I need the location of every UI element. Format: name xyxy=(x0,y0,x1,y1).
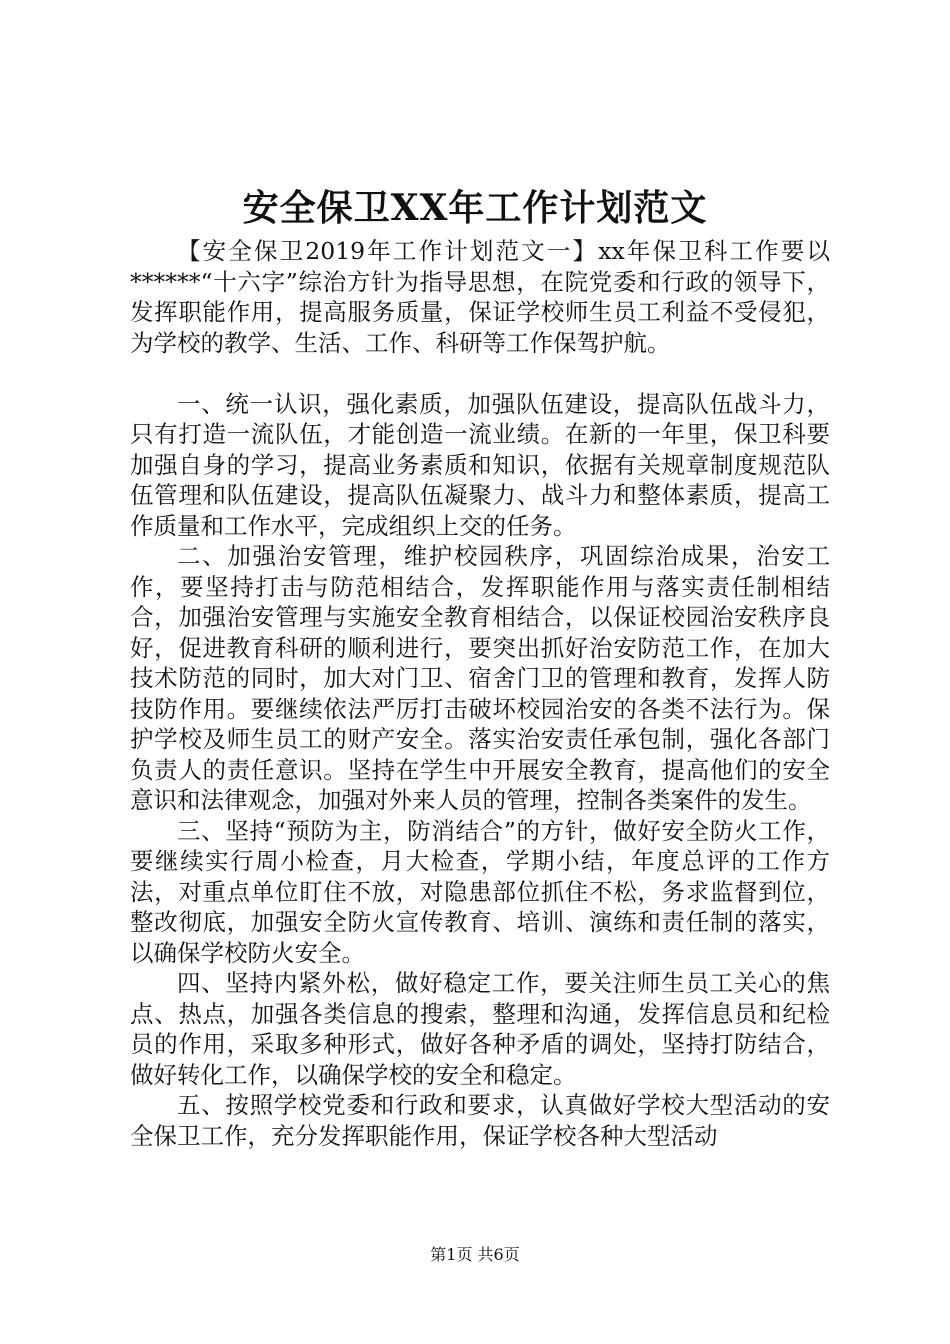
document-title: 安全保卫XX年工作计划范文 xyxy=(242,187,708,229)
paragraph-section-3: 三、坚持“预防为主，防消结合”的方针，做好安全防火工作，要继续实行周小检查，月大检查，学期小结，年度总评的工作方法，对重点单位盯住不放，对隐患部位抓住不松，务求监督到位，整改彻底，加强安全防火宣传教育、培训、演练和责任制的落实，以确保学校防火安全。 xyxy=(130,816,830,967)
paragraph-intro: 【安全保卫2019年工作计划范文一】xx年保卫科工作要以******“十六字”综治方针为指导思想，在院党委和行政的领导下，发挥职能作用，提高服务质量，保证学校师生员工利益不受侵犯，为学校的教学、生活、工作、科研等工作保驾护航。 xyxy=(130,237,830,357)
paragraph-section-4: 四、坚持内紧外松，做好稳定工作，要关注师生员工关心的焦点、热点，加强各类信息的搜索，整理和沟通，发挥信息员和纪检员的作用，采取多种形式，做好各种矛盾的调处，坚持打防结合，做好转化工作，以确保学校的安全和稳定。 xyxy=(130,969,830,1089)
page-indicator: 第1页 共6页 xyxy=(430,1245,520,1264)
paragraph-section-1: 一、统一认识，强化素质，加强队伍建设，提高队伍战斗力，只有打造一流队伍，才能创造一流业绩。在新的一年里，保卫科要加强自身的学习，提高业务素质和知识，依据有关规章制度规范队伍管理和队伍建设，提高队伍凝聚力、战斗力和整体素质，提高工作质量和工作水平，完成组织上交的任务。 xyxy=(130,389,830,540)
document-body xyxy=(130,236,830,1151)
paragraph-section-2: 二、加强治安管理，维护校园秩序，巩固综治成果，治安工作，要坚持打击与防范相结合，发挥职能作用与落实责任制相结合，加强治安管理与实施安全教育相结合，以保证校园治安秩序良好，促进教育科研的顺利进行，要突出抓好治安防范工作，在加大技术防范的同时，加大对门卫、宿舍门卫的管理和教育，发挥人防技防作用。要继续依法严厉打击破坏校园治安的各类不法行为。保护学校及师生员工的财产安全。落实治安责任承包制，强化各部门负责人的责任意识。坚持在学生中开展安全教育，提高他们的安全意识和法律观念，加强对外来人员的管理，控制各类案件的发生。 xyxy=(130,542,830,814)
paragraph-section-5: 五、按照学校党委和行政和要求，认真做好学校大型活动的安全保卫工作，充分发挥职能作用，保证学校各种大型活动 xyxy=(130,1091,830,1150)
